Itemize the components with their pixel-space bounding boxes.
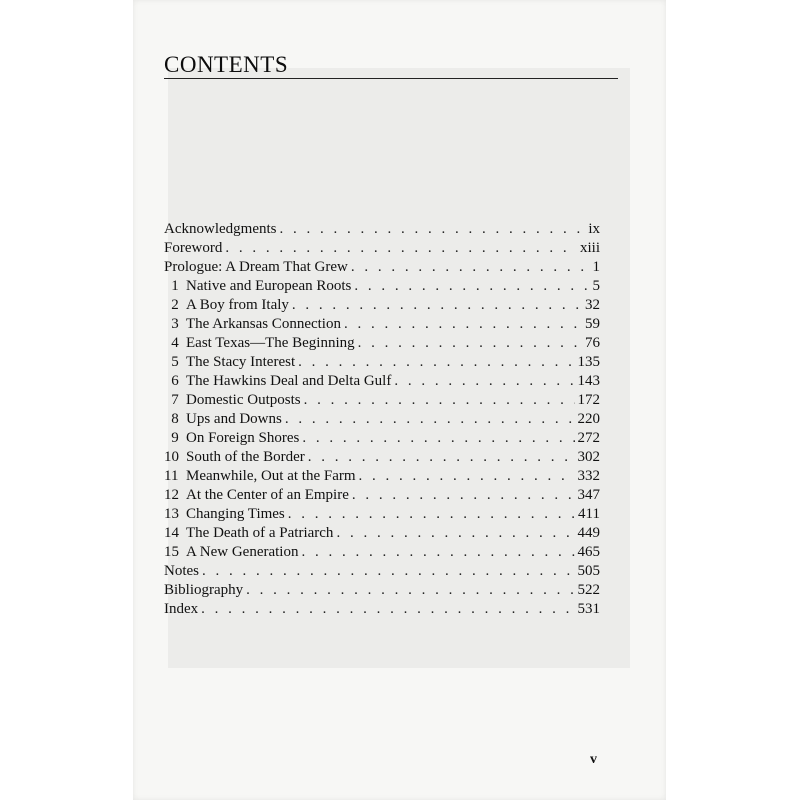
entry-title: A Boy from Italy <box>186 297 289 313</box>
dot-leader <box>352 486 575 505</box>
toc-entry <box>164 486 600 505</box>
dot-leader <box>308 448 575 467</box>
chapter-number: 2 <box>171 297 179 313</box>
entry-title: A New Generation <box>186 544 299 560</box>
entry-title: The Arkansas Connection <box>186 316 341 332</box>
toc-entry <box>164 505 600 524</box>
chapter-number: 9 <box>171 430 179 446</box>
toc-entry <box>164 600 600 619</box>
dot-leader <box>304 391 575 410</box>
toc-entry <box>164 543 600 562</box>
dot-leader <box>301 543 574 562</box>
entry-page: 465 <box>577 544 600 560</box>
chapter-number: 4 <box>171 335 179 351</box>
entry-title: The Stacy Interest <box>186 354 296 370</box>
chapter-number: 1 <box>171 278 179 294</box>
entry-page: 522 <box>577 582 600 598</box>
entry-page: 172 <box>577 392 600 408</box>
table-of-contents <box>164 220 600 619</box>
entry-title: The Death of a Patriarch <box>186 525 334 541</box>
entry-title: Meanwhile, Out at the Farm <box>186 468 356 484</box>
dot-leader <box>344 315 582 334</box>
entry-page: 411 <box>578 506 600 522</box>
dot-leader <box>202 562 575 581</box>
entry-title: Index <box>164 601 199 617</box>
toc-entry <box>164 372 600 391</box>
entry-title: Prologue: A Dream That Grew <box>164 259 348 275</box>
chapter-number: 10 <box>164 449 179 465</box>
entry-page: 505 <box>577 563 600 579</box>
dot-leader <box>298 353 574 372</box>
toc-entry <box>164 391 600 410</box>
entry-title: Acknowledgments <box>164 221 277 237</box>
toc-entry <box>164 315 600 334</box>
entry-page: 1 <box>592 259 600 275</box>
entry-page: 143 <box>577 373 600 389</box>
entry-title: At the Center of an Empire <box>186 487 349 503</box>
toc-entry <box>164 467 600 486</box>
dot-leader <box>394 372 574 391</box>
entry-page: 332 <box>577 468 600 484</box>
entry-page: ix <box>588 221 600 237</box>
entry-page: 272 <box>577 430 600 446</box>
dot-leader <box>336 524 574 543</box>
dot-leader <box>279 220 585 239</box>
toc-entry <box>164 562 600 581</box>
entry-page: 5 <box>592 278 600 294</box>
dot-leader <box>292 296 582 315</box>
toc-entry <box>164 277 600 296</box>
page-title: CONTENTS <box>164 52 289 77</box>
toc-entry <box>164 296 600 315</box>
chapter-number: 14 <box>164 525 179 541</box>
title-rule <box>164 78 618 79</box>
dot-leader <box>225 239 577 258</box>
entry-title: South of the Border <box>186 449 305 465</box>
chapter-number: 13 <box>164 506 179 522</box>
entry-title: Native and European Roots <box>186 278 352 294</box>
entry-page: 76 <box>585 335 600 351</box>
dot-leader <box>359 467 575 486</box>
dot-leader <box>351 258 590 277</box>
toc-entry <box>164 524 600 543</box>
toc-entry <box>164 258 600 277</box>
page-folio: v <box>590 752 597 767</box>
toc-entry <box>164 220 600 239</box>
entry-title: Changing Times <box>186 506 285 522</box>
entry-page: 135 <box>577 354 600 370</box>
entry-page: 220 <box>577 411 600 427</box>
entry-title: The Hawkins Deal and Delta Gulf <box>186 373 392 389</box>
entry-title: Ups and Downs <box>186 411 282 427</box>
dot-leader <box>288 505 575 524</box>
toc-entry <box>164 239 600 258</box>
entry-page: 347 <box>577 487 600 503</box>
dot-leader <box>358 334 582 353</box>
chapter-number: 7 <box>171 392 179 408</box>
entry-title: Domestic Outposts <box>186 392 301 408</box>
entry-page: 59 <box>585 316 600 332</box>
chapter-number: 5 <box>171 354 179 370</box>
toc-entry <box>164 410 600 429</box>
entry-title: East Texas—The Beginning <box>186 335 355 351</box>
entry-page: 449 <box>577 525 600 541</box>
toc-entry <box>164 581 600 600</box>
chapter-number: 12 <box>164 487 179 503</box>
chapter-number: 6 <box>171 373 179 389</box>
dot-leader <box>302 429 574 448</box>
entry-title: Notes <box>164 563 199 579</box>
entry-page: 302 <box>577 449 600 465</box>
entry-title: Bibliography <box>164 582 244 598</box>
chapter-number: 8 <box>171 411 179 427</box>
dot-leader <box>285 410 575 429</box>
toc-entry <box>164 448 600 467</box>
dot-leader <box>246 581 574 600</box>
toc-entry <box>164 334 600 353</box>
chapter-number: 3 <box>171 316 179 332</box>
entry-page: xiii <box>579 240 600 256</box>
chapter-number: 11 <box>164 468 179 484</box>
entry-page: 531 <box>577 601 600 617</box>
dot-leader <box>201 600 574 619</box>
chapter-number: 15 <box>164 544 179 560</box>
toc-entry <box>164 429 600 448</box>
toc-entry <box>164 353 600 372</box>
entry-title: Foreword <box>164 240 223 256</box>
entry-title: On Foreign Shores <box>186 430 300 446</box>
entry-page: 32 <box>585 297 600 313</box>
dot-leader <box>354 277 589 296</box>
